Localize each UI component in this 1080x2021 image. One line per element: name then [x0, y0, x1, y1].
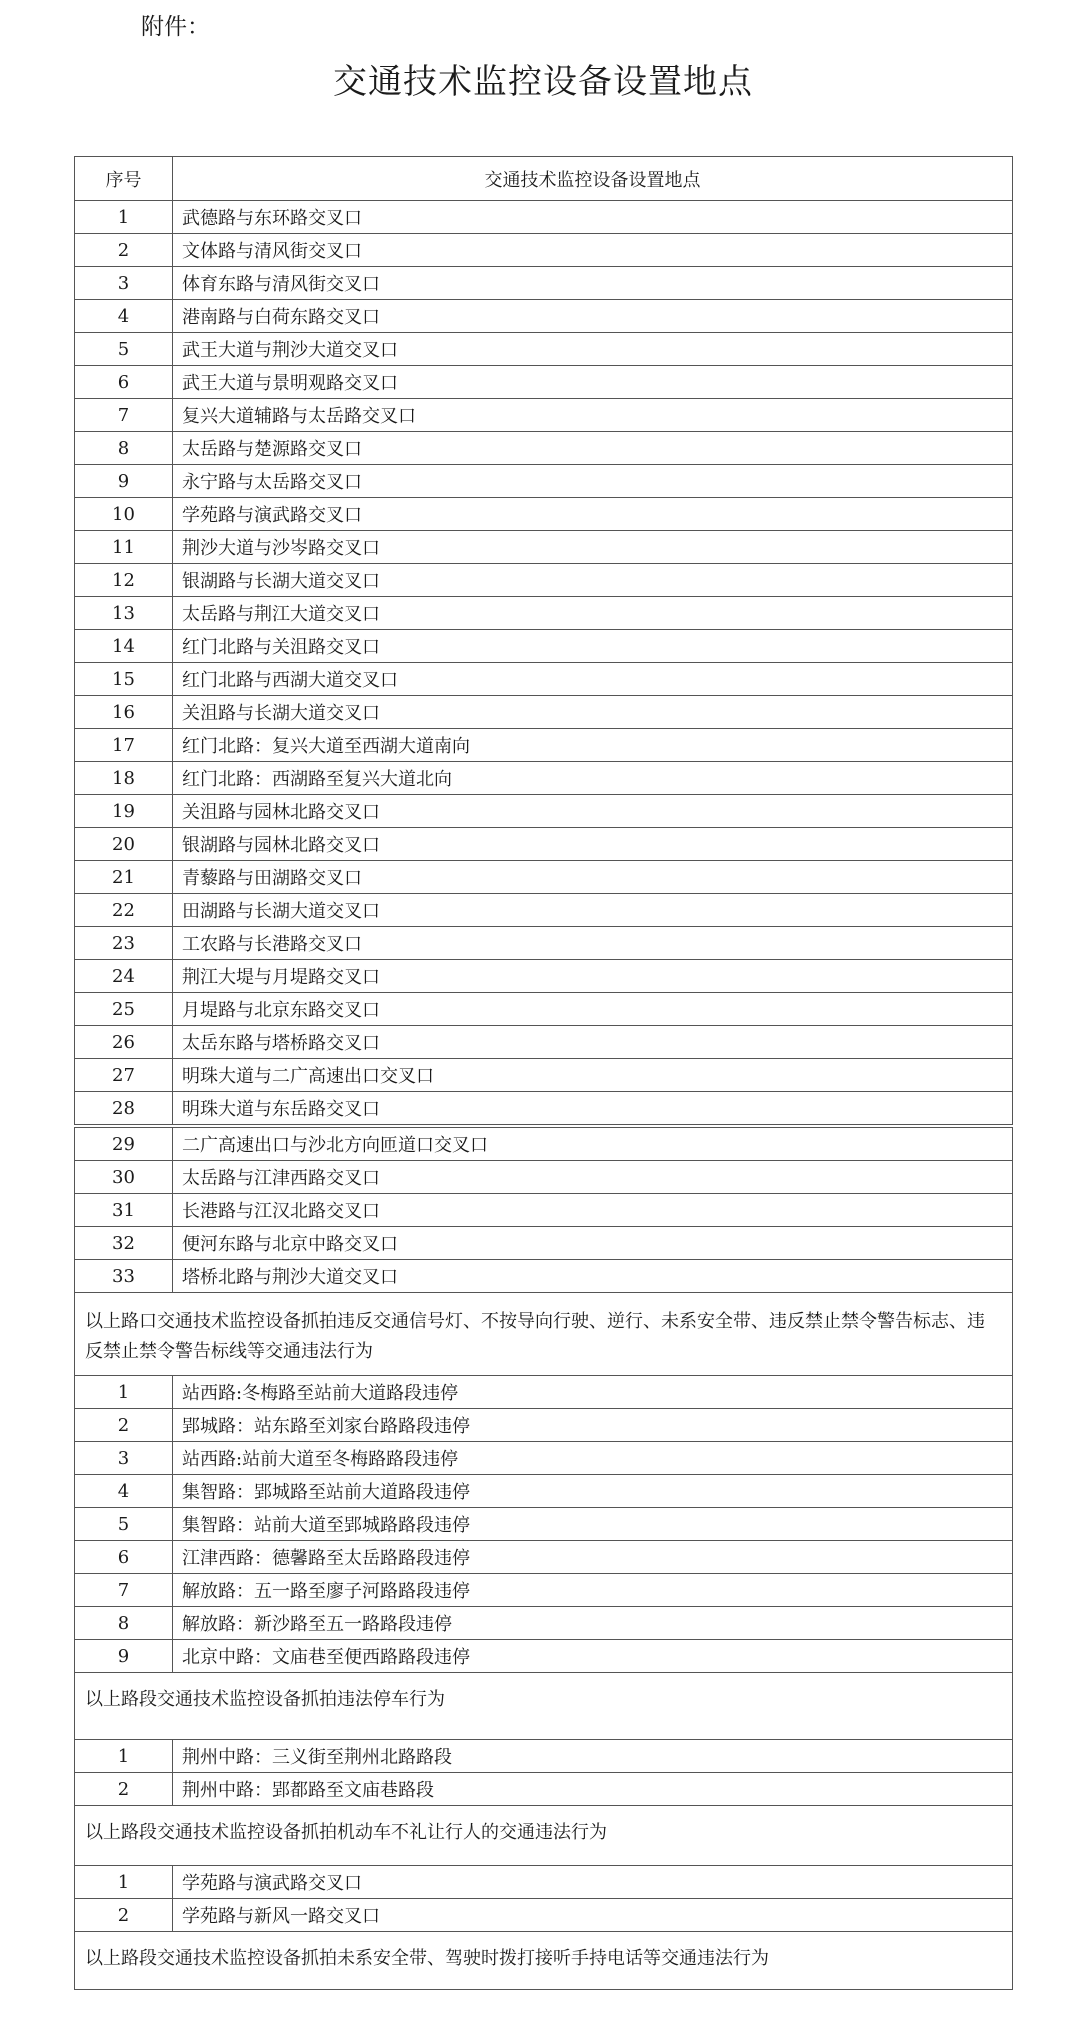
table-row — [75, 630, 1013, 663]
row-location: 学苑路与演武路交叉口 — [173, 498, 1013, 531]
row-location: 永宁路与太岳路交叉口 — [173, 465, 1013, 498]
row-index: 5 — [75, 333, 173, 366]
row-location: 集智路：郢城路至站前大道路段违停 — [173, 1475, 1013, 1508]
table-row — [75, 1508, 1013, 1541]
table-row — [75, 300, 1013, 333]
row-index: 8 — [75, 432, 173, 465]
row-index: 6 — [75, 1541, 173, 1574]
row-location: 田湖路与长湖大道交叉口 — [173, 894, 1013, 927]
row-index: 20 — [75, 828, 173, 861]
table-row — [75, 795, 1013, 828]
row-location: 复兴大道辅路与太岳路交叉口 — [173, 399, 1013, 432]
row-index: 25 — [75, 993, 173, 1026]
row-location: 太岳东路与塔桥路交叉口 — [173, 1026, 1013, 1059]
row-index: 1 — [75, 1740, 173, 1773]
table-row — [75, 432, 1013, 465]
table-row — [75, 564, 1013, 597]
row-index: 27 — [75, 1059, 173, 1092]
row-location: 明珠大道与二广高速出口交叉口 — [173, 1059, 1013, 1092]
section-note-row — [75, 1673, 1013, 1740]
row-index: 2 — [75, 1773, 173, 1806]
table-row — [75, 1541, 1013, 1574]
row-location: 武德路与东环路交叉口 — [173, 201, 1013, 234]
attachment-label: 附件： — [141, 14, 210, 40]
header-location: 交通技术监控设备设置地点 — [173, 157, 1013, 201]
row-index: 2 — [75, 234, 173, 267]
row-location: 太岳路与荆江大道交叉口 — [173, 597, 1013, 630]
row-index: 30 — [75, 1161, 173, 1194]
table-row — [75, 234, 1013, 267]
table-row — [75, 1059, 1013, 1092]
table-row — [75, 1026, 1013, 1059]
table-row — [75, 1126, 1013, 1161]
row-index: 2 — [75, 1409, 173, 1442]
row-index: 9 — [75, 465, 173, 498]
row-index: 5 — [75, 1508, 173, 1541]
row-index: 3 — [75, 1442, 173, 1475]
row-index: 18 — [75, 762, 173, 795]
row-index: 1 — [75, 201, 173, 234]
row-location: 荆江大堤与月堤路交叉口 — [173, 960, 1013, 993]
row-location: 红门北路与关沮路交叉口 — [173, 630, 1013, 663]
table-header-row — [75, 157, 1013, 201]
table-row — [75, 696, 1013, 729]
row-index: 19 — [75, 795, 173, 828]
row-index: 29 — [75, 1126, 173, 1161]
row-location: 关沮路与长湖大道交叉口 — [173, 696, 1013, 729]
row-location: 北京中路：文庙巷至便西路路段违停 — [173, 1640, 1013, 1673]
row-index: 17 — [75, 729, 173, 762]
table-row — [75, 894, 1013, 927]
row-location: 体育东路与清风街交叉口 — [173, 267, 1013, 300]
row-location: 武王大道与荆沙大道交叉口 — [173, 333, 1013, 366]
table-row — [75, 1740, 1013, 1773]
row-index: 31 — [75, 1194, 173, 1227]
table-row — [75, 762, 1013, 795]
row-index: 28 — [75, 1092, 173, 1127]
row-location: 集智路：站前大道至郢城路路段违停 — [173, 1508, 1013, 1541]
table-row — [75, 333, 1013, 366]
row-index: 9 — [75, 1640, 173, 1673]
table-row — [75, 465, 1013, 498]
row-location: 红门北路：西湖路至复兴大道北向 — [173, 762, 1013, 795]
row-index: 7 — [75, 1574, 173, 1607]
row-index: 1 — [75, 1376, 173, 1409]
row-location: 文体路与清风街交叉口 — [173, 234, 1013, 267]
table-row — [75, 1607, 1013, 1640]
row-location: 便河东路与北京中路交叉口 — [173, 1227, 1013, 1260]
row-location: 工农路与长港路交叉口 — [173, 927, 1013, 960]
row-index: 6 — [75, 366, 173, 399]
row-index: 10 — [75, 498, 173, 531]
row-index: 13 — [75, 597, 173, 630]
section-note: 以上路段交通技术监控设备抓拍未系安全带、驾驶时拨打接听手持电话等交通违法行为 — [75, 1932, 1013, 1990]
row-index: 14 — [75, 630, 173, 663]
row-location: 荆州中路：三义街至荆州北路路段 — [173, 1740, 1013, 1773]
table-row — [75, 1640, 1013, 1673]
table-row — [75, 1409, 1013, 1442]
row-location: 学苑路与演武路交叉口 — [173, 1866, 1013, 1899]
row-location: 学苑路与新风一路交叉口 — [173, 1899, 1013, 1932]
row-location: 红门北路：复兴大道至西湖大道南向 — [173, 729, 1013, 762]
section-note: 以上路口交通技术监控设备抓拍违反交通信号灯、不按导向行驶、逆行、未系安全带、违反禁止禁令警告标志、违反禁止禁令警告标线等交通违法行为 — [75, 1293, 1013, 1376]
row-location: 银湖路与长湖大道交叉口 — [173, 564, 1013, 597]
row-location: 太岳路与江津西路交叉口 — [173, 1161, 1013, 1194]
table-row — [75, 1475, 1013, 1508]
row-location: 太岳路与楚源路交叉口 — [173, 432, 1013, 465]
table-row — [75, 993, 1013, 1026]
row-location: 港南路与白荷东路交叉口 — [173, 300, 1013, 333]
document-title: 交通技术监控设备设置地点 — [333, 62, 753, 102]
table-row — [75, 201, 1013, 234]
table-row — [75, 1260, 1013, 1293]
row-location: 解放路：五一路至廖子河路路段违停 — [173, 1574, 1013, 1607]
monitoring-locations-table — [74, 156, 1013, 1990]
section-note: 以上路段交通技术监控设备抓拍机动车不礼让行人的交通违法行为 — [75, 1806, 1013, 1866]
table-row — [75, 1376, 1013, 1409]
row-location: 青藜路与田湖路交叉口 — [173, 861, 1013, 894]
row-index: 33 — [75, 1260, 173, 1293]
table-row — [75, 1161, 1013, 1194]
table-row — [75, 1773, 1013, 1806]
table-row — [75, 267, 1013, 300]
row-index: 7 — [75, 399, 173, 432]
row-index: 4 — [75, 300, 173, 333]
row-index: 32 — [75, 1227, 173, 1260]
row-location: 二广高速出口与沙北方向匝道口交叉口 — [173, 1126, 1013, 1161]
row-location: 解放路：新沙路至五一路路段违停 — [173, 1607, 1013, 1640]
row-index: 15 — [75, 663, 173, 696]
table-row — [75, 960, 1013, 993]
row-location: 郢城路：站东路至刘家台路路段违停 — [173, 1409, 1013, 1442]
row-location: 月堤路与北京东路交叉口 — [173, 993, 1013, 1026]
table-row — [75, 927, 1013, 960]
section-note-row — [75, 1293, 1013, 1376]
row-location: 长港路与江汉北路交叉口 — [173, 1194, 1013, 1227]
row-index: 2 — [75, 1899, 173, 1932]
row-index: 12 — [75, 564, 173, 597]
section-note-row — [75, 1932, 1013, 1990]
table-row — [75, 1899, 1013, 1932]
row-location: 荆州中路：郢都路至文庙巷路段 — [173, 1773, 1013, 1806]
row-location: 红门北路与西湖大道交叉口 — [173, 663, 1013, 696]
row-location: 明珠大道与东岳路交叉口 — [173, 1092, 1013, 1127]
row-location: 武王大道与景明观路交叉口 — [173, 366, 1013, 399]
table-row — [75, 861, 1013, 894]
row-location: 关沮路与园林北路交叉口 — [173, 795, 1013, 828]
table-row — [75, 1866, 1013, 1899]
row-index: 11 — [75, 531, 173, 564]
section-note-row — [75, 1806, 1013, 1866]
section-note: 以上路段交通技术监控设备抓拍违法停车行为 — [75, 1673, 1013, 1740]
row-index: 3 — [75, 267, 173, 300]
table-row — [75, 663, 1013, 696]
table-row — [75, 1227, 1013, 1260]
row-index: 24 — [75, 960, 173, 993]
row-index: 22 — [75, 894, 173, 927]
row-location: 银湖路与园林北路交叉口 — [173, 828, 1013, 861]
row-location: 荆沙大道与沙岑路交叉口 — [173, 531, 1013, 564]
table-row — [75, 498, 1013, 531]
table-row — [75, 399, 1013, 432]
row-index: 16 — [75, 696, 173, 729]
table-row — [75, 1574, 1013, 1607]
table-row — [75, 597, 1013, 630]
table-row — [75, 1092, 1013, 1127]
header-index: 序号 — [75, 157, 173, 201]
row-index: 26 — [75, 1026, 173, 1059]
row-index: 23 — [75, 927, 173, 960]
row-location: 站西路:站前大道至冬梅路路段违停 — [173, 1442, 1013, 1475]
row-location: 塔桥北路与荆沙大道交叉口 — [173, 1260, 1013, 1293]
table-row — [75, 531, 1013, 564]
table-row — [75, 729, 1013, 762]
row-index: 1 — [75, 1866, 173, 1899]
row-location: 站西路:冬梅路至站前大道路段违停 — [173, 1376, 1013, 1409]
table-row — [75, 1442, 1013, 1475]
row-index: 4 — [75, 1475, 173, 1508]
table-row — [75, 366, 1013, 399]
table-row — [75, 828, 1013, 861]
table-row — [75, 1194, 1013, 1227]
row-index: 21 — [75, 861, 173, 894]
row-index: 8 — [75, 1607, 173, 1640]
row-location: 江津西路：德馨路至太岳路路段违停 — [173, 1541, 1013, 1574]
